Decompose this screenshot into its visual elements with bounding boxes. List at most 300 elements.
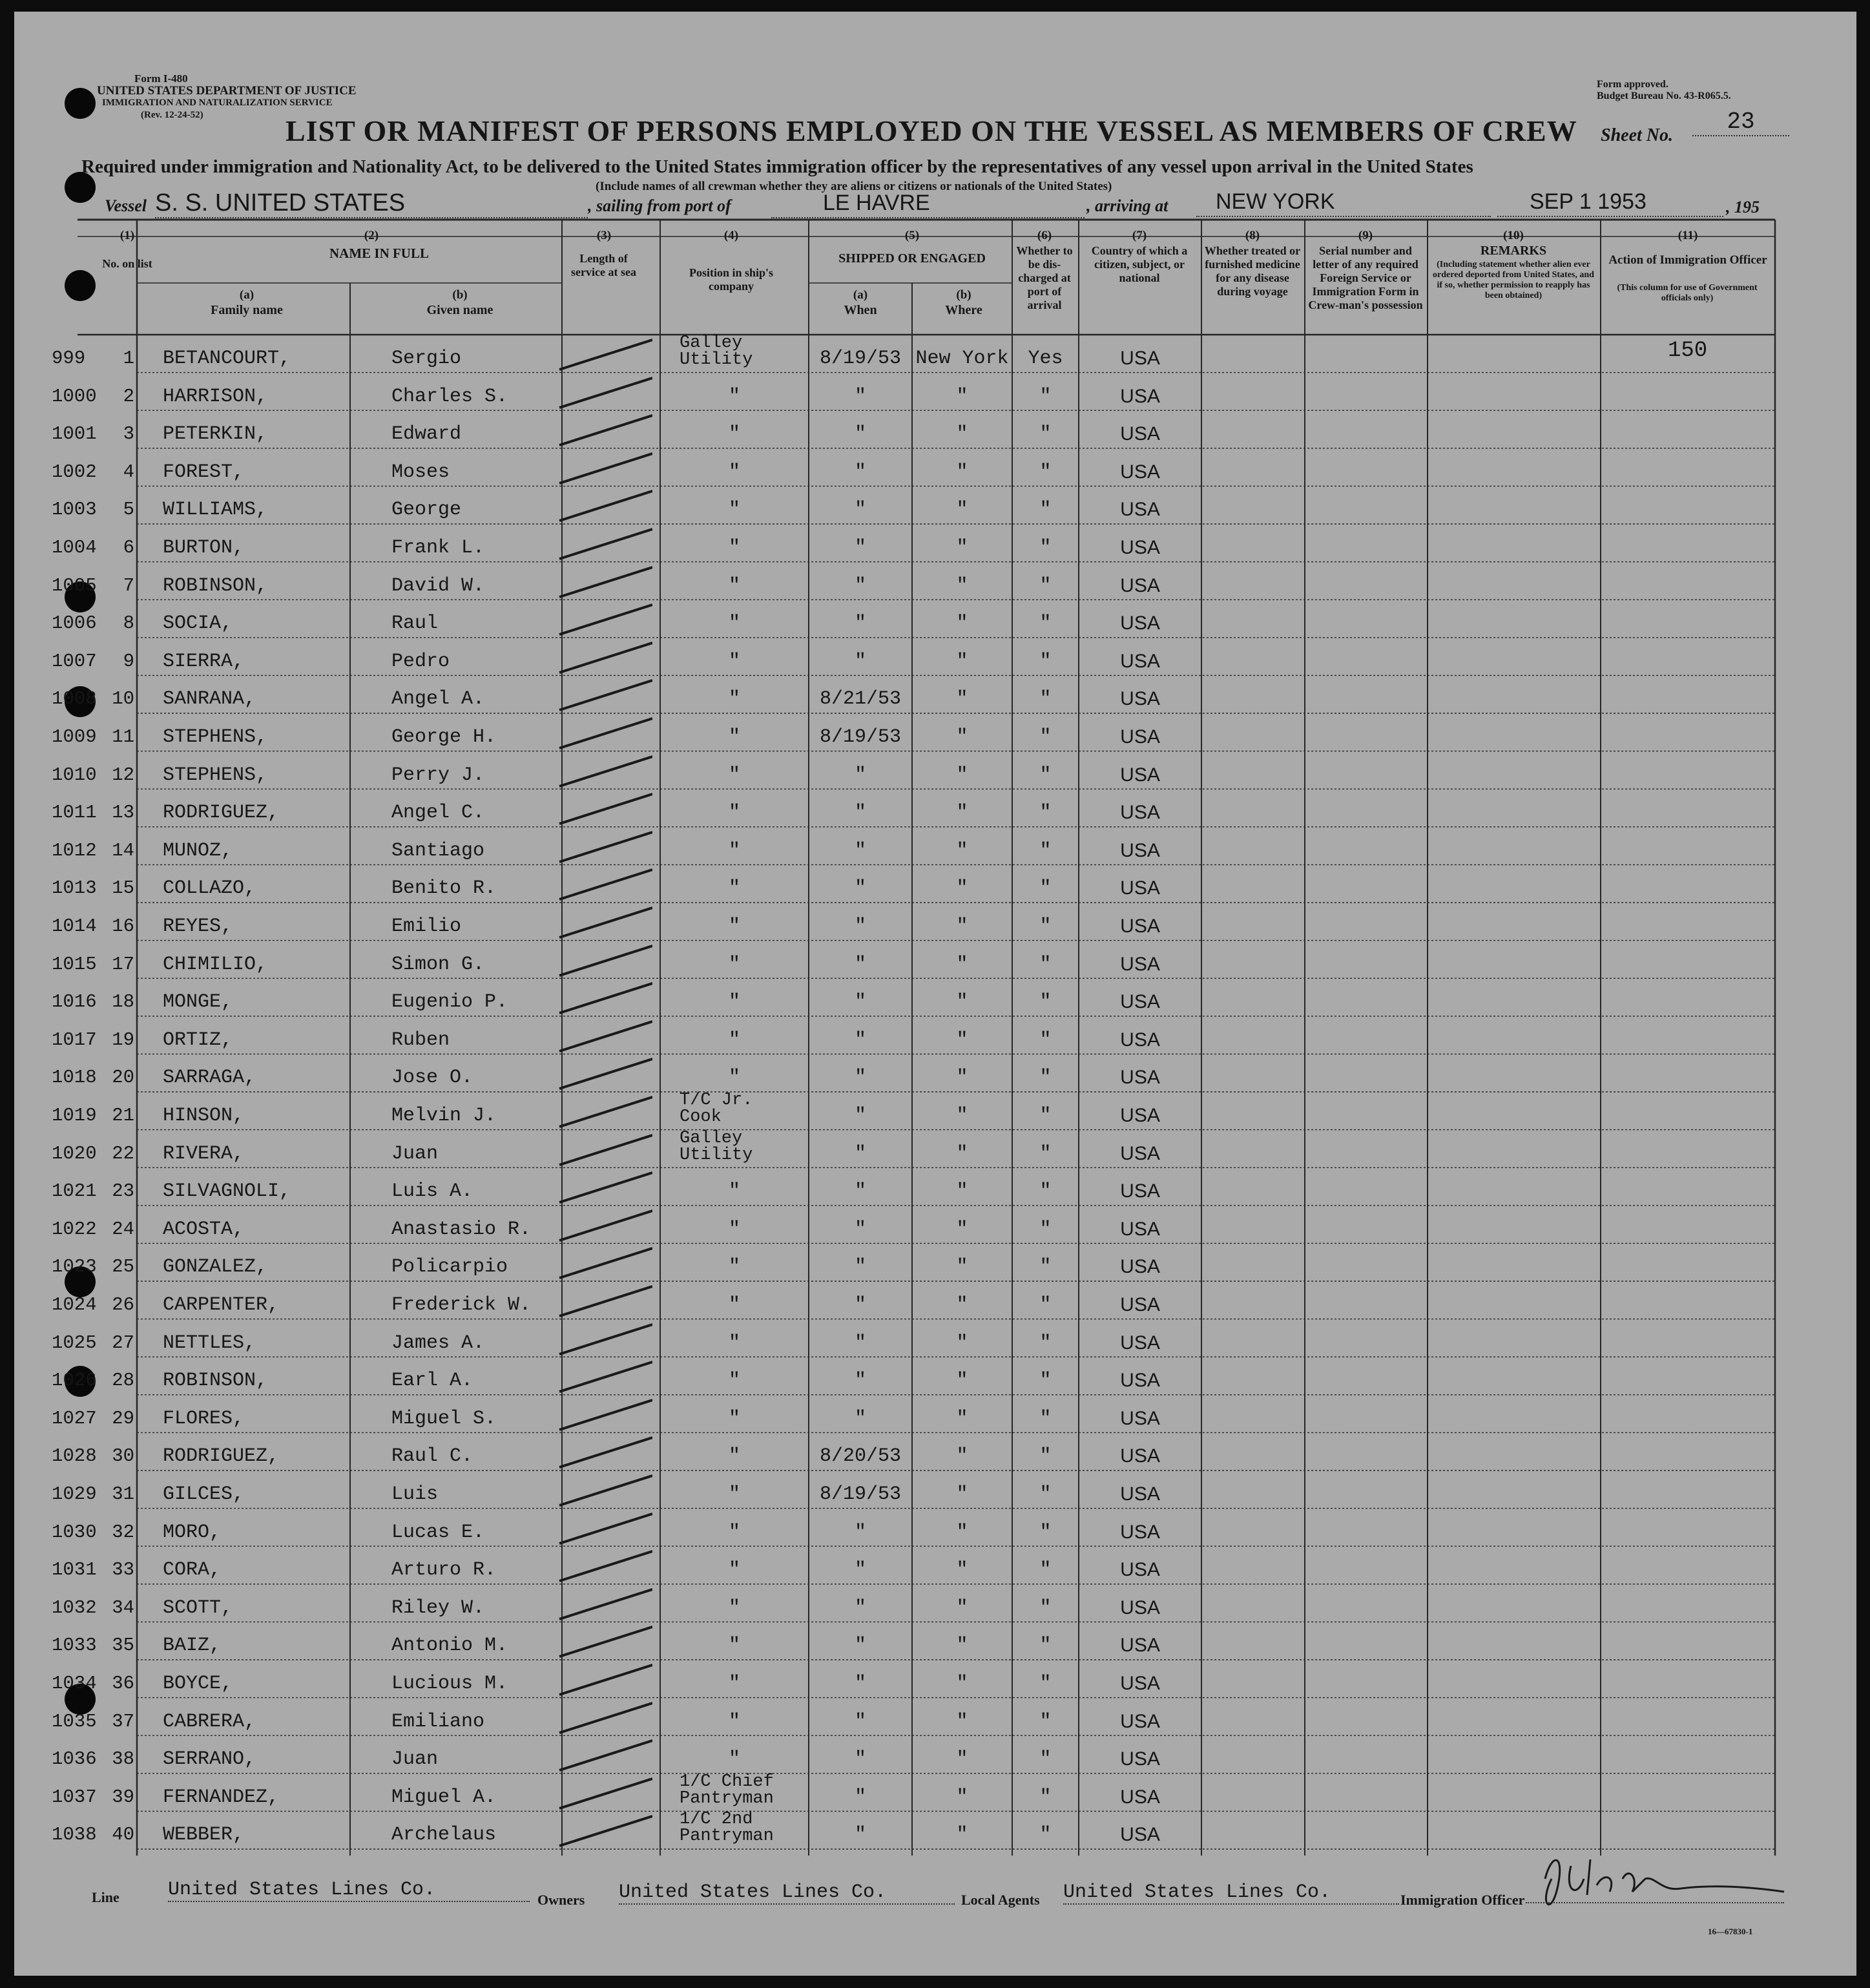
family-name: ORTIZ, bbox=[163, 1029, 233, 1051]
family-name: SERRANO, bbox=[163, 1748, 256, 1771]
shipped-where: " bbox=[956, 1710, 968, 1733]
service-check-mark bbox=[556, 1775, 652, 1814]
shipped-when: " bbox=[854, 1824, 866, 1847]
given-name: Lucious M. bbox=[391, 1673, 508, 1695]
sheet-label: Sheet No. bbox=[1601, 125, 1673, 145]
position: " bbox=[728, 839, 740, 862]
position: " bbox=[728, 537, 740, 559]
discharged: " bbox=[1039, 1445, 1052, 1468]
given-name: Policarpio bbox=[391, 1256, 508, 1279]
col1-header: No. on list bbox=[102, 257, 152, 270]
country: USA bbox=[1120, 650, 1160, 672]
position: " bbox=[728, 1180, 740, 1203]
family-name: SILVAGNOLI, bbox=[163, 1180, 291, 1203]
family-name: CABRERA, bbox=[163, 1710, 256, 1733]
position-line1: 1/C Chief bbox=[680, 1772, 774, 1792]
list-annotation: 1004 bbox=[52, 537, 97, 558]
row-number: 16 bbox=[112, 916, 134, 937]
row-number: 13 bbox=[112, 802, 134, 824]
service-check-mark bbox=[556, 904, 652, 943]
row-number: 1 bbox=[123, 348, 134, 369]
shipped-when: " bbox=[854, 1673, 866, 1695]
discharged: " bbox=[1039, 688, 1052, 711]
given-name: Anastasio R. bbox=[391, 1218, 532, 1240]
col5a-header: When bbox=[844, 303, 877, 317]
discharged: " bbox=[1039, 650, 1052, 673]
shipped-where: " bbox=[956, 1218, 968, 1240]
shipped-where: " bbox=[956, 1407, 968, 1430]
local-agents-value: United States Lines Co. bbox=[1063, 1881, 1399, 1905]
position: " bbox=[728, 1635, 740, 1657]
discharged: " bbox=[1039, 612, 1052, 635]
country: USA bbox=[1120, 1673, 1160, 1694]
country: USA bbox=[1120, 1710, 1160, 1732]
list-annotation: 1000 bbox=[52, 385, 97, 407]
position-line2: Pantryman bbox=[680, 1788, 774, 1808]
shipped-where: " bbox=[956, 1748, 968, 1771]
list-annotation: 999 bbox=[52, 348, 86, 369]
given-name: Angel A. bbox=[391, 688, 485, 711]
service-check-mark bbox=[556, 412, 652, 450]
list-annotation: 1018 bbox=[52, 1067, 97, 1089]
row-number: 17 bbox=[112, 953, 134, 975]
shipped-when: " bbox=[854, 1635, 866, 1657]
shipped-when: " bbox=[854, 574, 866, 597]
given-name: Perry J. bbox=[391, 764, 485, 786]
discharged: " bbox=[1039, 1407, 1052, 1430]
family-name: ROBINSON, bbox=[163, 574, 268, 597]
shipped-when: " bbox=[854, 499, 866, 521]
row-number: 21 bbox=[112, 1105, 134, 1126]
shipped-where: " bbox=[956, 1180, 968, 1203]
family-name: SARRAGA, bbox=[163, 1067, 256, 1089]
country: USA bbox=[1120, 991, 1160, 1013]
col6-number: (6) bbox=[1037, 229, 1052, 242]
service-check-mark bbox=[556, 1018, 652, 1056]
position: " bbox=[728, 991, 740, 1014]
list-annotation: 1021 bbox=[52, 1180, 97, 1202]
family-name: ACOSTA, bbox=[163, 1218, 245, 1240]
list-annotation: 1032 bbox=[52, 1596, 97, 1618]
print-code: 16—67830-1 bbox=[1708, 1927, 1753, 1936]
col11-number: (11) bbox=[1678, 229, 1698, 242]
row-number: 22 bbox=[112, 1142, 134, 1164]
col9-header: Serial number and letter of any required Foreign Service or Immigration Form in Crew-man's possession bbox=[1308, 244, 1423, 311]
discharged: " bbox=[1039, 537, 1052, 559]
col1-number: (1) bbox=[119, 229, 135, 242]
list-annotation: 1038 bbox=[52, 1824, 97, 1846]
discharged: Yes bbox=[1028, 348, 1063, 370]
row-number: 6 bbox=[123, 537, 134, 558]
service-check-mark bbox=[556, 450, 652, 488]
service-check-mark bbox=[556, 525, 652, 564]
list-annotation: 1023 bbox=[52, 1256, 97, 1278]
shipped-when: " bbox=[854, 764, 866, 786]
country: USA bbox=[1120, 1142, 1160, 1164]
given-name: Pedro bbox=[391, 650, 450, 673]
country: USA bbox=[1120, 1786, 1160, 1808]
position: " bbox=[728, 1596, 740, 1619]
list-annotation: 1034 bbox=[52, 1673, 97, 1694]
service-check-mark bbox=[556, 942, 652, 981]
col3-header: Length of service at sea bbox=[571, 252, 636, 278]
shipped-when: " bbox=[854, 423, 866, 446]
shipped-where: " bbox=[956, 423, 968, 446]
position: " bbox=[728, 877, 740, 900]
given-name: Frank L. bbox=[391, 537, 485, 559]
list-annotation: 1035 bbox=[52, 1710, 97, 1732]
service-check-mark bbox=[556, 1737, 652, 1775]
shipped-when: " bbox=[854, 1256, 866, 1279]
given-name: Riley W. bbox=[391, 1596, 485, 1619]
list-annotation: 1037 bbox=[52, 1786, 97, 1808]
discharged: " bbox=[1039, 423, 1052, 446]
country: USA bbox=[1120, 1635, 1160, 1657]
col5a-number: (a) bbox=[853, 288, 868, 302]
list-annotation: 1010 bbox=[52, 764, 97, 786]
discharged: " bbox=[1039, 1786, 1052, 1808]
service-check-mark bbox=[556, 1358, 652, 1397]
row-number: 12 bbox=[112, 764, 134, 786]
page-title: LIST OR MANIFEST OF PERSONS EMPLOYED ON THE VESSEL AS MEMBERS OF CREW bbox=[286, 114, 1577, 147]
row-number: 5 bbox=[123, 499, 134, 521]
service-check-mark bbox=[556, 1547, 652, 1586]
service-check-mark bbox=[556, 828, 652, 867]
family-name: BAIZ, bbox=[163, 1635, 222, 1657]
shipped-where: " bbox=[956, 764, 968, 786]
service-check-mark bbox=[556, 487, 652, 526]
shipped-where: " bbox=[956, 612, 968, 635]
service: IMMIGRATION AND NATURALIZATION SERVICE bbox=[102, 98, 333, 108]
family-name: CHIMILIO, bbox=[163, 953, 268, 976]
shipped-where: " bbox=[956, 574, 968, 597]
country: USA bbox=[1120, 1824, 1160, 1846]
list-annotation: 1025 bbox=[52, 1332, 97, 1354]
shipped-when: 8/19/53 bbox=[819, 726, 902, 748]
list-annotation: 1036 bbox=[52, 1748, 97, 1770]
row-number: 4 bbox=[123, 461, 134, 483]
position: " bbox=[728, 764, 740, 786]
shipped-where: " bbox=[956, 1142, 968, 1165]
family-name: RIVERA, bbox=[163, 1142, 245, 1165]
col10-header: REMARKS bbox=[1480, 244, 1547, 258]
shipped-when: " bbox=[854, 1029, 866, 1051]
shipped-where: " bbox=[956, 385, 968, 408]
position-line2: Utility bbox=[680, 350, 753, 370]
family-name: WEBBER, bbox=[163, 1824, 245, 1847]
position: " bbox=[728, 1483, 740, 1505]
given-name: Melvin J. bbox=[391, 1105, 497, 1127]
given-name: Jose O. bbox=[391, 1067, 473, 1089]
given-name: George H. bbox=[391, 726, 497, 748]
col8-header: Whether treated or furnished medicine for any disease during voyage bbox=[1204, 244, 1301, 298]
service-check-mark bbox=[556, 1510, 652, 1549]
col5-number: (5) bbox=[904, 229, 920, 242]
family-name: ROBINSON, bbox=[163, 1370, 268, 1392]
given-name: Earl A. bbox=[391, 1370, 473, 1392]
shipped-when: " bbox=[854, 1332, 866, 1354]
country: USA bbox=[1120, 1748, 1160, 1770]
local-agents-label: Local Agents bbox=[961, 1892, 1040, 1908]
row-number: 33 bbox=[112, 1559, 134, 1581]
position: " bbox=[728, 461, 740, 483]
given-name: Miguel S. bbox=[391, 1407, 497, 1430]
discharged: " bbox=[1039, 839, 1052, 862]
shipped-where: " bbox=[956, 802, 968, 824]
position: " bbox=[728, 688, 740, 711]
row-number: 38 bbox=[112, 1748, 134, 1770]
shipped-when: " bbox=[854, 1407, 866, 1430]
country: USA bbox=[1120, 1029, 1160, 1051]
position: " bbox=[728, 650, 740, 673]
family-name: SOCIA, bbox=[163, 612, 233, 635]
required-statement: Required under immigration and Nationality Act, to be delivered to the United States immigration officer by the representatives of any vessel upon arrival in the United States bbox=[81, 156, 1473, 177]
family-name: MUNOZ, bbox=[163, 839, 233, 862]
shipped-where: " bbox=[956, 537, 968, 559]
service-check-mark bbox=[556, 1282, 652, 1321]
given-name: George bbox=[391, 499, 462, 521]
shipped-when: " bbox=[854, 1748, 866, 1771]
sailing-label: , sailing from port of bbox=[588, 196, 731, 215]
shipped-when: " bbox=[854, 1180, 866, 1203]
position: " bbox=[728, 1029, 740, 1051]
discharged: " bbox=[1039, 1673, 1052, 1695]
line-label: Line bbox=[92, 1889, 119, 1905]
position: " bbox=[728, 1407, 740, 1430]
discharged: " bbox=[1039, 1824, 1052, 1847]
list-annotation: 1026 bbox=[52, 1370, 97, 1392]
shipped-when: " bbox=[854, 1786, 866, 1808]
family-name: NETTLES, bbox=[163, 1332, 256, 1354]
service-check-mark bbox=[556, 639, 652, 678]
list-annotation: 1001 bbox=[52, 423, 97, 445]
service-check-mark bbox=[556, 790, 652, 829]
col7-number: (7) bbox=[1132, 229, 1147, 242]
shipped-where: " bbox=[956, 650, 968, 673]
service-check-mark bbox=[556, 1244, 652, 1283]
position: " bbox=[728, 726, 740, 748]
row-number: 15 bbox=[112, 877, 134, 899]
shipped-where: " bbox=[956, 1483, 968, 1505]
position: " bbox=[728, 612, 740, 635]
manifest-sheet bbox=[14, 12, 1856, 1976]
service-check-mark bbox=[556, 1169, 652, 1208]
shipped-when: " bbox=[854, 1067, 866, 1089]
position: " bbox=[728, 953, 740, 976]
row-number: 8 bbox=[123, 612, 134, 634]
shipped-where: " bbox=[956, 1596, 968, 1619]
shipped-where: " bbox=[956, 1824, 968, 1847]
country: USA bbox=[1120, 953, 1160, 975]
list-annotation: 1019 bbox=[52, 1105, 97, 1126]
position-line2: Cook bbox=[680, 1107, 722, 1127]
discharged: " bbox=[1039, 991, 1052, 1014]
shipped-when: " bbox=[854, 991, 866, 1014]
given-name: Santiago bbox=[391, 839, 485, 862]
discharged: " bbox=[1039, 1710, 1052, 1733]
shipped-where: " bbox=[956, 1559, 968, 1582]
service-check-mark bbox=[556, 336, 652, 375]
shipped-where: " bbox=[956, 877, 968, 900]
given-name: Arturo R. bbox=[391, 1559, 497, 1582]
family-name: FLORES, bbox=[163, 1407, 245, 1430]
given-name: Sergio bbox=[391, 348, 462, 370]
list-annotation: 1011 bbox=[52, 802, 97, 824]
family-name: COLLAZO, bbox=[163, 877, 256, 900]
officer-signature bbox=[1526, 1840, 1797, 1911]
family-name: PETERKIN, bbox=[163, 423, 268, 446]
family-name: CARPENTER, bbox=[163, 1294, 280, 1316]
given-name: Raul C. bbox=[391, 1445, 473, 1468]
position-line1: Galley bbox=[680, 333, 743, 353]
service-check-mark bbox=[556, 676, 652, 715]
family-name: MORO, bbox=[163, 1521, 222, 1543]
position: " bbox=[728, 423, 740, 446]
list-annotation: 1014 bbox=[52, 916, 97, 937]
service-check-mark bbox=[556, 979, 652, 1018]
given-name: Frederick W. bbox=[391, 1294, 532, 1316]
family-name: WILLIAMS, bbox=[163, 499, 268, 521]
given-name: David W. bbox=[391, 574, 485, 597]
discharged: " bbox=[1039, 1256, 1052, 1279]
row-number: 24 bbox=[112, 1218, 134, 1240]
shipped-when: " bbox=[854, 1218, 866, 1240]
list-annotation: 1006 bbox=[52, 612, 97, 634]
owners-label: Owners bbox=[537, 1892, 585, 1908]
col5b-number: (b) bbox=[956, 288, 971, 302]
position-line2: Pantryman bbox=[680, 1826, 774, 1847]
service-check-mark bbox=[556, 1055, 652, 1094]
service-check-mark bbox=[556, 1434, 652, 1472]
discharged: " bbox=[1039, 499, 1052, 521]
country: USA bbox=[1120, 1445, 1160, 1467]
col9-number: (9) bbox=[1358, 229, 1373, 242]
row-number: 37 bbox=[112, 1710, 134, 1732]
position: " bbox=[728, 1710, 740, 1733]
row-number: 11 bbox=[112, 726, 134, 748]
country: USA bbox=[1120, 1596, 1160, 1618]
budget-bureau: Budget Bureau No. 43-R065.5. bbox=[1597, 90, 1731, 101]
department: UNITED STATES DEPARTMENT OF JUSTICE bbox=[97, 84, 357, 98]
position: " bbox=[728, 1673, 740, 1695]
shipped-where: " bbox=[956, 1673, 968, 1695]
family-name: SCOTT, bbox=[163, 1596, 233, 1619]
country: USA bbox=[1120, 1332, 1160, 1354]
country: USA bbox=[1120, 1180, 1160, 1202]
discharged: " bbox=[1039, 802, 1052, 824]
position: " bbox=[728, 1521, 740, 1543]
col7-header: Country of which a citizen, subject, or national bbox=[1091, 244, 1188, 284]
shipped-where: " bbox=[956, 1370, 968, 1392]
given-name: Miguel A. bbox=[391, 1786, 497, 1808]
discharged: " bbox=[1039, 726, 1052, 748]
row-number: 36 bbox=[112, 1673, 134, 1694]
position: " bbox=[728, 802, 740, 824]
vessel-name: S. S. UNITED STATES bbox=[155, 189, 588, 218]
vessel-label: Vessel bbox=[105, 196, 147, 215]
col5-header: SHIPPED OR ENGAGED bbox=[838, 251, 986, 266]
country: USA bbox=[1120, 1256, 1160, 1278]
col2a-header: Family name bbox=[211, 303, 283, 317]
family-name: BURTON, bbox=[163, 537, 245, 559]
family-name: STEPHENS, bbox=[163, 726, 268, 748]
shipped-where: " bbox=[956, 991, 968, 1014]
include-note: (Include names of all crewman whether they are aliens or citizens or nationals of the United States) bbox=[596, 180, 1112, 193]
port-from: LE HAVRE bbox=[771, 189, 1085, 218]
family-name: BETANCOURT, bbox=[163, 348, 291, 370]
arriving-label: , arriving at bbox=[1086, 196, 1169, 215]
family-name: RODRIGUEZ, bbox=[163, 1445, 280, 1468]
shipped-where: " bbox=[956, 1105, 968, 1127]
arrival-date: SEP 1 1953 bbox=[1497, 187, 1723, 217]
row-number: 19 bbox=[112, 1029, 134, 1051]
shipped-when: 8/20/53 bbox=[819, 1445, 902, 1468]
shipped-where: " bbox=[956, 1029, 968, 1051]
country: USA bbox=[1120, 877, 1160, 899]
line-value: United States Lines Co. bbox=[168, 1879, 530, 1902]
given-name: Benito R. bbox=[391, 877, 497, 900]
discharged: " bbox=[1039, 1370, 1052, 1392]
service-check-mark bbox=[556, 1093, 652, 1132]
position: " bbox=[728, 1218, 740, 1240]
row-number: 14 bbox=[112, 839, 134, 861]
discharged: " bbox=[1039, 1029, 1052, 1051]
country: USA bbox=[1120, 839, 1160, 861]
col6-header: Whether to be dis-charged at port of arrival bbox=[1016, 244, 1073, 311]
col11-header: Action of Immigration Officer bbox=[1608, 253, 1767, 267]
country: USA bbox=[1120, 574, 1160, 596]
service-check-mark bbox=[556, 1321, 652, 1359]
list-annotation: 1030 bbox=[52, 1521, 97, 1543]
owners-value: United States Lines Co. bbox=[619, 1881, 955, 1905]
shipped-where: " bbox=[956, 1067, 968, 1089]
row-number: 29 bbox=[112, 1407, 134, 1429]
sheet-number: 23 bbox=[1692, 109, 1789, 136]
list-annotation: 1033 bbox=[52, 1635, 97, 1657]
shipped-when: " bbox=[854, 385, 866, 408]
shipped-where: " bbox=[956, 1256, 968, 1279]
position-line2: Utility bbox=[680, 1145, 753, 1165]
list-annotation: 1015 bbox=[52, 953, 97, 975]
country: USA bbox=[1120, 461, 1160, 483]
given-name: James A. bbox=[391, 1332, 485, 1354]
discharged: " bbox=[1039, 953, 1052, 976]
shipped-when: " bbox=[854, 1105, 866, 1127]
row-number: 28 bbox=[112, 1370, 134, 1392]
position: " bbox=[728, 574, 740, 597]
family-name: FOREST, bbox=[163, 461, 245, 483]
given-name: Antonio M. bbox=[391, 1635, 508, 1657]
family-name: FERNANDEZ, bbox=[163, 1786, 280, 1808]
shipped-where: " bbox=[956, 499, 968, 521]
row-number: 2 bbox=[123, 385, 134, 407]
family-name: SIERRA, bbox=[163, 650, 245, 673]
shipped-where: New York bbox=[915, 348, 1009, 370]
given-name: Ruben bbox=[391, 1029, 450, 1051]
position: " bbox=[728, 1748, 740, 1771]
revision: (Rev. 12-24-52) bbox=[141, 110, 203, 120]
shipped-where: " bbox=[956, 953, 968, 976]
shipped-when: " bbox=[854, 1710, 866, 1733]
list-annotation: 1009 bbox=[52, 726, 97, 748]
given-name: Edward bbox=[391, 423, 462, 446]
shipped-when: " bbox=[854, 461, 866, 483]
position-line1: T/C Jr. bbox=[680, 1091, 753, 1110]
shipped-when: 8/19/53 bbox=[819, 348, 902, 370]
service-check-mark bbox=[556, 374, 652, 413]
list-annotation: 1012 bbox=[52, 839, 97, 861]
discharged: " bbox=[1039, 1180, 1052, 1203]
